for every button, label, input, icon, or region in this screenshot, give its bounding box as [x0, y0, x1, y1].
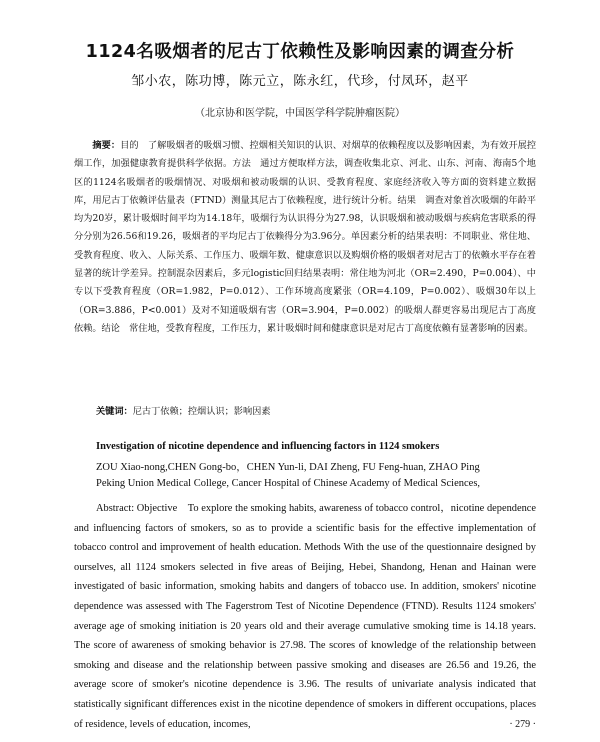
english-authors: ZOU Xiao-nong,CHEN Gong-bo，CHEN Yun-li, DAI Zheng, FU Feng-huan, ZHAO Ping	[96, 462, 480, 473]
chinese-abstract-label: 摘要：	[92, 140, 121, 151]
english-abstract-text: Objective To explore the smoking habits, awareness of tobacco control，nicotine dependence and influencing factors of smokers, so as to provide a scientific basis for the effective implementation of tobacco control and improvement of health education. Methods With the use of the questionnaire designed by ourselves, all 1124 smokers selected in five areas of Beijing, Hebei, Shandong, Henan and Hainan were investigated of basic information, smoking habits and dangers of tobacco use. In addition, smokers' nicotine dependence was assessed with The Fagerstrom Test of Nicotine Dependence (FTND). Results 1124 smokers' average age of smoking initiation is 20 years old and their average cumulative smoking time is 14.18 years. The score of awareness of smoking behavior is 27.98. The scores of knowledge of the relationship between smoking and disease and the relationship between passive smoking and diseases are 26.56 and 19.26, the average score of smoker's nicotine dependence is 3.96. The results of univariate analysis indicated that statistically significant differences exist in the nicotine dependence of smokers in different occupations, places of residence, levels of education, incomes,	[74, 503, 536, 730]
chinese-abstract-text: 目的 了解吸烟者的吸烟习惯、控烟相关知识的认识、对烟草的依赖程度以及影响因素，为有效开展控烟工作，加强健康教育提供科学依据。方法 通过方便取样方法，调查收集北京、河北、山东、河南、海南5个地区的1124名吸烟者的吸烟情况、对吸烟和被动吸烟的认识、受教育程度、家庭经济收入等方面的资料建立数据库，用尼古丁依赖评估量表（FTND）测量其尼古丁依赖程度，进行统计分析。结果 调查对象首次吸烟的年龄平均为20岁，累计吸烟时间平均为14.18年，吸烟行为认识得分为27.98，认识吸烟和被动吸烟与疾病危害联系的得分分别为26.56和19.26，吸烟者的平均尼古丁依赖得分为3.96分。单因素分析的结果表明：不同职业、常住地、受教育程度、收入、人际关系、工作压力、吸烟年数、健康意识以及购烟价格的吸烟者对尼古丁的依赖水平存在着显著的统计学差异。控制混杂因素后，多元logistic回归结果表明：常住地为河北（OR=2.490，P=0.004）、中专以下受教育程度（OR=1.982，P=0.012）、工作环境高度紧张（OR=4.109，P=0.002）、吸烟30年以上（OR=3.886，P<0.001）及对不知道吸烟有害（OR=3.904，P=0.002）的吸烟人群更容易出现尼古丁高度依赖。结论 常住地，受教育程度，工作压力，累计吸烟时间和健康意识是对尼古丁高度依赖有显著影响的因素。	[74, 140, 537, 334]
english-affiliation: Peking Union Medical College, Cancer Hospital of Chinese Academy of Medical Sciences,	[96, 478, 481, 489]
english-abstract	[74, 499, 536, 734]
chinese-keywords-label: 关键词：	[96, 406, 133, 417]
chinese-authors: 邹小农，陈功博，陈元立，陈永红，代珍，付凤环，赵平	[131, 74, 469, 89]
chinese-affiliation: （北京协和医学院，中国医学科学院肿瘤医院）	[195, 108, 405, 119]
chinese-abstract	[74, 137, 536, 338]
chinese-keywords-text: 尼古丁依赖；控烟认识；影响因素	[132, 406, 271, 417]
chinese-keywords	[96, 403, 271, 417]
page-number: · 279 ·	[509, 719, 536, 730]
chinese-title: 1124名吸烟者的尼古丁依赖性及影响因素的调查分析	[85, 42, 515, 62]
english-title: Investigation of nicotine dependence and influencing factors in 1124 smokers	[96, 441, 440, 452]
english-abstract-label: Abstract:	[96, 503, 135, 514]
